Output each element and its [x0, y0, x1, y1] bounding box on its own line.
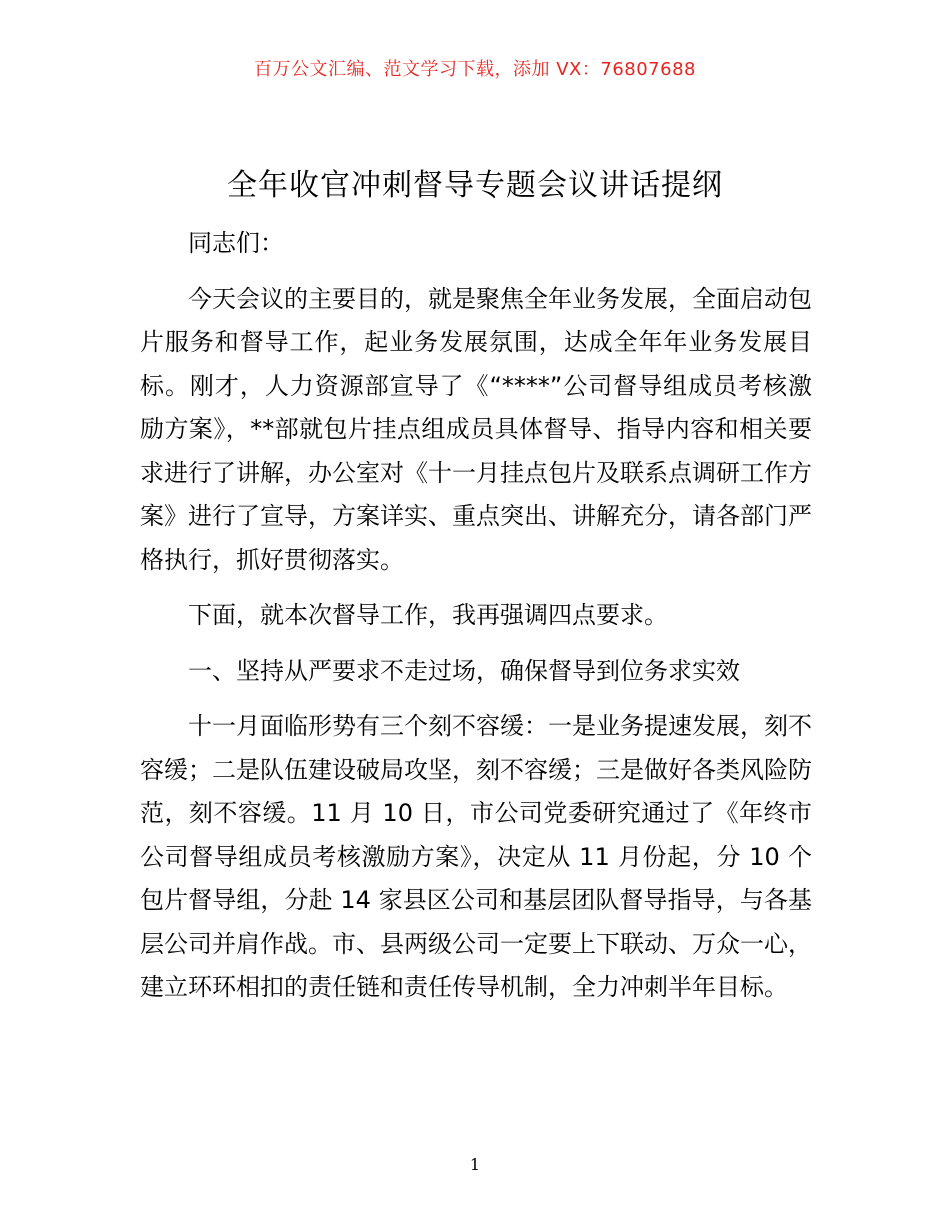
paragraph-section-1-body: 十一月面临形势有三个刻不容缓：一是业务提速发展，刻不容缓；二是队伍建设破局攻坚，刻不容缓；三是做好各类风险防范，刻不容缓。11 月 10 日，市公司党委研究通过了《年终市公司督导组成员考核激励方案》，决定从 11 月份起，分 10 个包片督导组，分赴 14 家县区公司和基层团队督导指导，与各基层公司并肩作战。市、县两级公司一定要上下联动、万众一心，建立环环相扣的责任链和责任传导机制，全力冲刺半年目标。 — [140, 712, 812, 1001]
document-body — [140, 222, 812, 1010]
paragraph-intro: 今天会议的主要目的，就是聚焦全年业务发展，全面启动包片服务和督导工作，起业务发展氛围，达成全年年业务发展目标。刚才，人力资源部宣导了《“****”公司督导组成员考核激励方案》，**部就包片挂点组成员具体督导、指导内容和相关要求进行了讲解，办公室对《十一月挂点包片及联系点调研工作方案》进行了宣导，方案详实、重点突出、讲解充分，请各部门严格执行，抓好贯彻落实。 — [140, 284, 812, 574]
section-heading-1: 一、坚持从严要求不走过场，确保督导到位务求实效 — [188, 656, 740, 685]
salutation: 同志们： — [188, 229, 284, 257]
page-number: 1 — [469, 1155, 481, 1174]
paragraph-requirements-lead: 下面，就本次督导工作，我再强调四点要求。 — [188, 601, 668, 629]
promo-header-note: 百万公文汇编、范文学习下载，添加 VX：76807688 — [254, 59, 696, 80]
document-title: 全年收官冲刺督导专题会议讲话提纲 — [227, 168, 723, 203]
